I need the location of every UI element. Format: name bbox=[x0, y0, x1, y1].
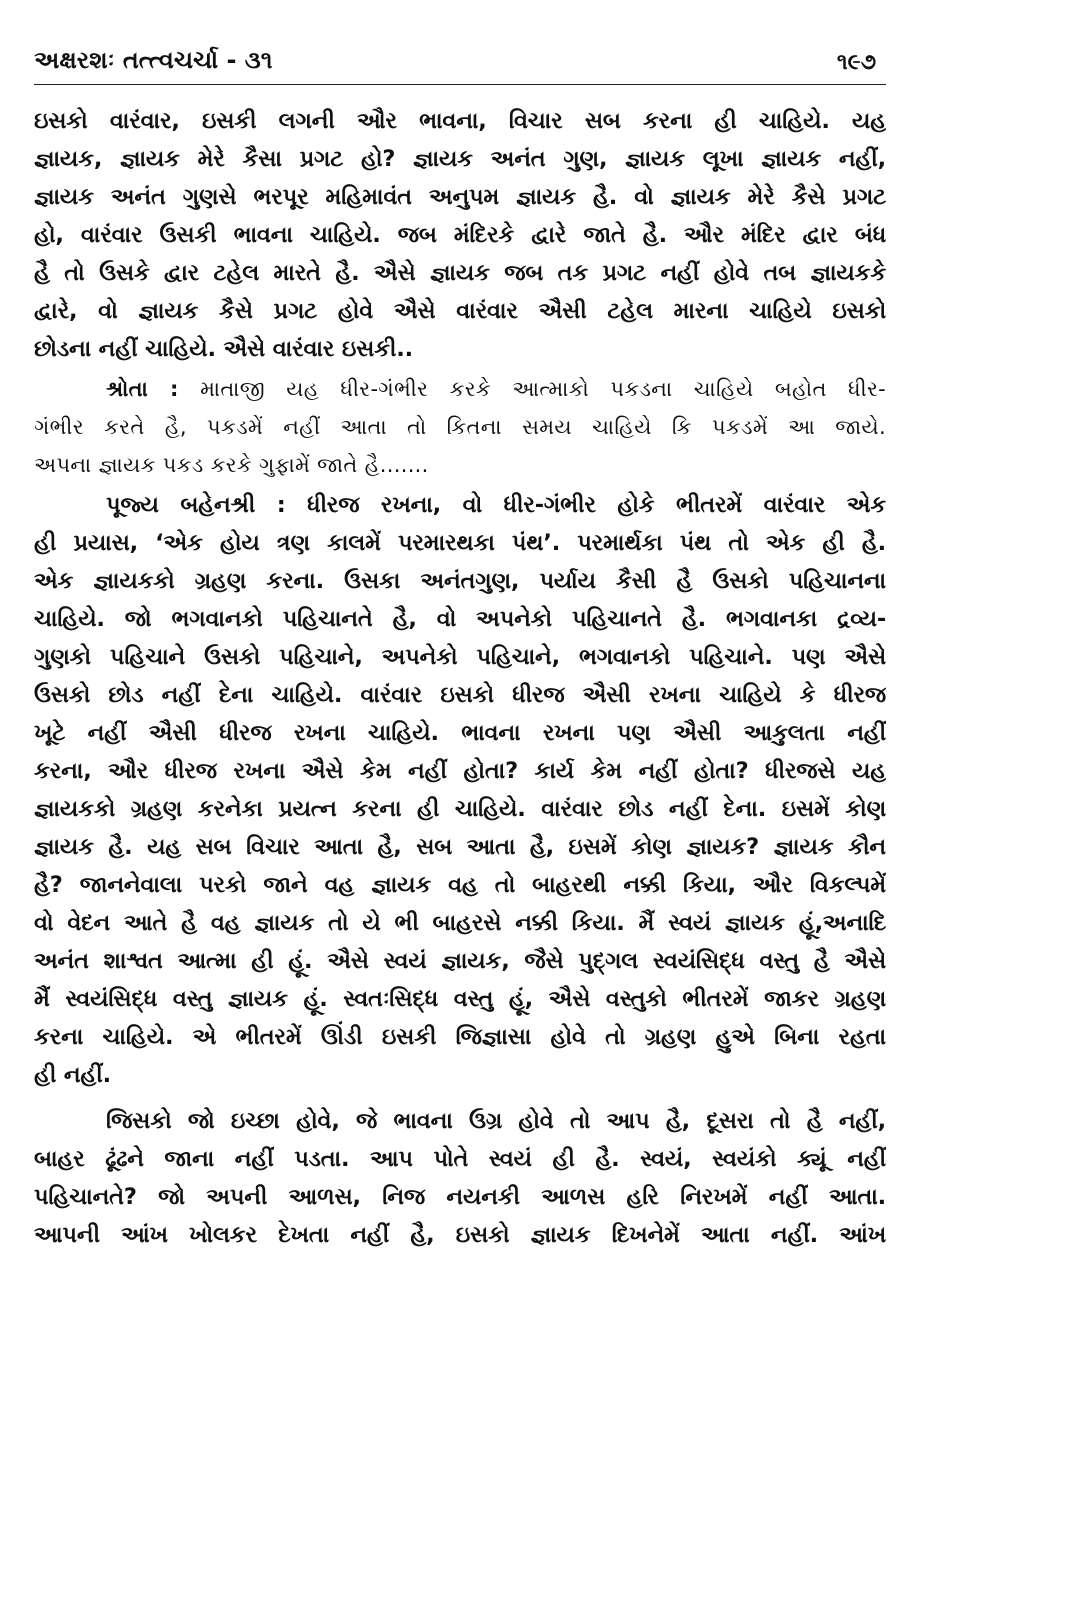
page-header bbox=[34, 44, 886, 85]
text-line: વો વેદન આતે હૈ વહ જ્ઞાયક તો યે ભી બાહરસે નક્કી કિયા. મૈં સ્વયં જ્ઞાયક હૂં,અનાદિ bbox=[34, 910, 886, 936]
text-line-content: જિસકો જો ઇચ્છા હોવે, જે ભાવના ઉગ્ર હોવે તો આપ હૈ, દૂસરા તો હૈ નહીં, bbox=[106, 1108, 886, 1134]
page-number: ૧૯૭ bbox=[836, 50, 876, 75]
text-line bbox=[34, 486, 886, 524]
text-line: પહિચાનતે? જો અપની આળસ, નિજ નયનકી આળસ હરિ નિરખમેં નહીં આતા. bbox=[34, 1184, 886, 1210]
text-line: કરના, ઔર ધીરજ રખના ઐસે કેમ નહીં હોતા? કાર્ય કેમ નહીં હોતા? ધીરજસે યહ bbox=[34, 758, 886, 784]
text-line: બાહર ઢૂંઢને જાના નહીં પડતા. આપ પોતે સ્વયં હી હૈ. સ્વયં, સ્વયંકો ક્યૂં નહીં bbox=[34, 1146, 886, 1172]
text-line: જ્ઞાયકકો ગ્રહણ કરનેકા પ્રયત્ન કરના હી ચાહિયે. વારંવાર છોડ નહીં દેના. ઇસમેં કોણ bbox=[34, 796, 886, 822]
text-line: ઇસકો વારંવાર, ઇસકી લગની ઔર ભાવના, વિચાર સબ કરના હી ચાહિયે. યહ bbox=[34, 108, 886, 134]
body-text bbox=[34, 102, 886, 1254]
paragraph-bahenshri bbox=[34, 486, 886, 1094]
text-line: હી પ્રયાસ, ‘એક હોય ત્રણ કાલમેં પરમારથકા પંથ’. પરમાર્થકા પંથ તો એક હી હૈ. bbox=[34, 530, 886, 556]
text-line: ઉસકો છોડ નહીં દેના ચાહિયે. વારંવાર ઇસકો ધીરજ ઐસી રખના ચાહિયે કે ધીરજ bbox=[34, 682, 886, 708]
speaker-label: શ્રોતા : bbox=[106, 377, 179, 401]
text-line bbox=[34, 1102, 886, 1140]
text-line: અનંત શાશ્વત આત્મા હી હૂં. ઐસે સ્વયં જ્ઞાયક, જૈસે પુદ્ગલ સ્વયંસિદ્ધ વસ્તુ હૈ ઐસે bbox=[34, 948, 886, 974]
text-line: જ્ઞાયક હૈ. યહ સબ વિચાર આતા હૈ, સબ આતા હૈ, ઇસમેં કોણ જ્ઞાયક? જ્ઞાયક કૌન bbox=[34, 834, 886, 860]
text-line: ખૂટે નહીં ઐસી ધીરજ રખના ચાહિયે. ભાવના રખના પણ ઐસી આકુલતા નહીં bbox=[34, 720, 886, 746]
speaker-label: પૂજ્ય બહેનશ્રી : bbox=[106, 492, 286, 518]
running-head: અક્ષરશઃ તત્ત્વચર્ચા - ૩૧ bbox=[34, 46, 273, 74]
text-line: જ્ઞાયક અનંત ગુણસે ભરપૂર મહિમાવંત અનુપમ જ્ઞાયક હૈ. વો જ્ઞાયક મેરે કૈસે પ્રગટ bbox=[34, 184, 886, 210]
text-line: અપના જ્ઞાયક પકડ કરકે ગુફામેં જાતે હૈ....... bbox=[34, 453, 429, 477]
text-line bbox=[34, 370, 886, 408]
text-line: છોડના નહીં ચાહિયે. ઐસે વારંવાર ઇસકી.. bbox=[34, 336, 413, 362]
text-line: ચાહિયે. જો ભગવાનકો પહિચાનતે હૈ, વો અપનેકો પહિચાનતે હૈ. ભગવાનકા દ્રવ્ય- bbox=[34, 606, 886, 632]
paragraph-4 bbox=[34, 1102, 886, 1254]
text-line: એક જ્ઞાયકકો ગ્રહણ કરના. ઉસકા અનંતગુણ, પર્યાય કૈસી હૈ ઉસકો પહિચાનના bbox=[34, 568, 886, 594]
text-line-content: ધીરજ રખના, વો ધીર-ગંભીર હોકે ભીતરમેં વારંવાર એક bbox=[285, 492, 886, 518]
paragraph-listener bbox=[34, 370, 886, 484]
text-line: ગુણકો પહિચાને ઉસકો પહિચાને, અપનેકો પહિચાને, ભગવાનકો પહિચાને. પણ ઐસે bbox=[34, 644, 886, 670]
text-line: જ્ઞાયક, જ્ઞાયક મેરે કૈસા પ્રગટ હો? જ્ઞાયક અનંત ગુણ, જ્ઞાયક લૂખા જ્ઞાયક નહીં, bbox=[34, 146, 886, 172]
text-line: દ્વારે, વો જ્ઞાયક કૈસે પ્રગટ હોવે ઐસે વારંવાર ઐસી ટહેલ મારના ચાહિયે ઇસકો bbox=[34, 298, 886, 324]
paragraph-1 bbox=[34, 102, 886, 368]
text-line: હૈ તો ઉસકે દ્વાર ટહેલ મારતે હૈ. ઐસે જ્ઞાયક જબ તક પ્રગટ નહીં હોવે તબ જ્ઞાયકકે bbox=[34, 260, 886, 286]
text-line: હી નહીં. bbox=[34, 1062, 112, 1088]
text-line: હો, વારંવાર ઉસકી ભાવના ચાહિયે. જબ મંદિરકે દ્વારે જાતે હૈ. ઔર મંદિર દ્વાર બંધ bbox=[34, 222, 886, 248]
text-line: ગંભીર કરતે હૈ, પકડમેં નહીં આતા તો કિતના સમય ચાહિયે કિ પકડમેં આ જાયે. bbox=[34, 415, 886, 439]
text-line: આપની આંખ ખોલકર દેખતા નહીં હૈ, ઇસકો જ્ઞાયક દિખનેમેં આતા નહીં. આંખ bbox=[34, 1222, 886, 1248]
text-line: કરના ચાહિયે. એ ભીતરમેં ઊંડી ઇસકી જિજ્ઞાસા હોવે તો ગ્રહણ હુએ બિના રહતા bbox=[34, 1024, 886, 1050]
text-line: મૈં સ્વયંસિદ્ધ વસ્તુ જ્ઞાયક હૂં. સ્વતઃસિદ્ધ વસ્તુ હૂં, ઐસે વસ્તુકો ભીતરમેં જાકર ગ્રહણ bbox=[34, 986, 886, 1012]
text-line: હૈ? જાનનેવાલા પરકો જાને વહ જ્ઞાયક વહ તો બાહરથી નક્કી કિયા, ઔર વિકલ્પમેં bbox=[34, 872, 886, 898]
text-line-content: માતાજી યહ ધીર-ગંભીર કરકે આત્માકો પકડના ચાહિયે બહોત ધીર- bbox=[178, 377, 886, 401]
